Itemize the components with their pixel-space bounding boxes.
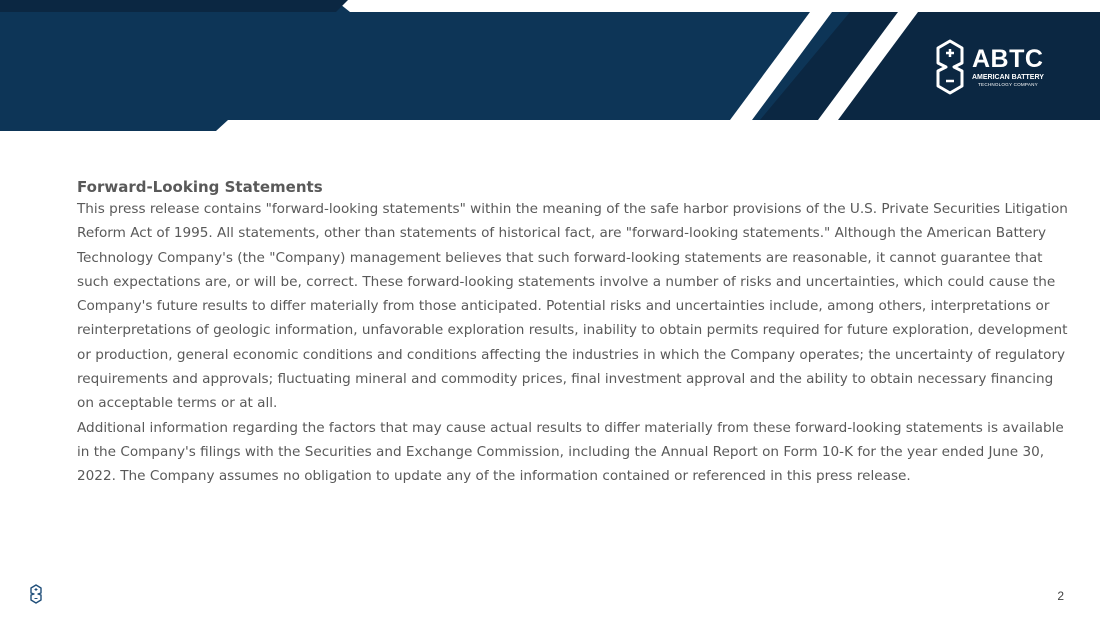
page-number: 2 — [1057, 589, 1064, 603]
logo-company-subtitle: TECHNOLOGY COMPANY — [978, 81, 1038, 87]
section-heading: Forward-Looking Statements — [77, 178, 323, 196]
abtc-battery-icon — [934, 39, 966, 95]
disclaimer-paragraph-2: Additional information regarding the factors that may cause actual results to differ materially from these forward-looking statements is available in the Company's filings with the Securities and Exchange Commission, including the Annual Report on Form 10-K for the year ended June 30, 2022. The Company assumes no obligation to update any of the information contained or referenced in this press release. — [77, 419, 1064, 485]
disclaimer-paragraph-1: This press release contains "forward-looking statements" within the meaning of the safe harbor provisions of the U.S. Private Securities Litigation Reform Act of 1995. All statements, other than statements of historical fact, are "forward-looking statements." Although the American Battery Technology Company's (the "Company) management believes that such forward-looking statements are reasonable, it cannot guarantee that such expectations are, or will be, correct. These forward-looking statements involve a number of risks and uncertainties, which could cause the Company's future results to differ materially from those anticipated. Potential risks and uncertainties include, among others, interpretations or reinterpretations of geologic information, unfavorable exploration results, inability to obtain permits required for future exploration, development or production, general economic conditions and conditions affecting the industries in which the Company operates; the uncertainty of regulatory requirements and approvals; fluctuating mineral and commodity prices, final investment approval and the ability to obtain necessary financing on acceptable terms or at all. — [77, 201, 1068, 412]
company-logo — [934, 38, 1056, 96]
logo-abbreviation: ABTC — [972, 44, 1044, 73]
logo-company-name: AMERICAN BATTERY — [972, 73, 1044, 81]
banner-top-strip — [0, 0, 348, 12]
abtc-small-icon — [30, 584, 42, 604]
main-content — [77, 177, 1072, 489]
